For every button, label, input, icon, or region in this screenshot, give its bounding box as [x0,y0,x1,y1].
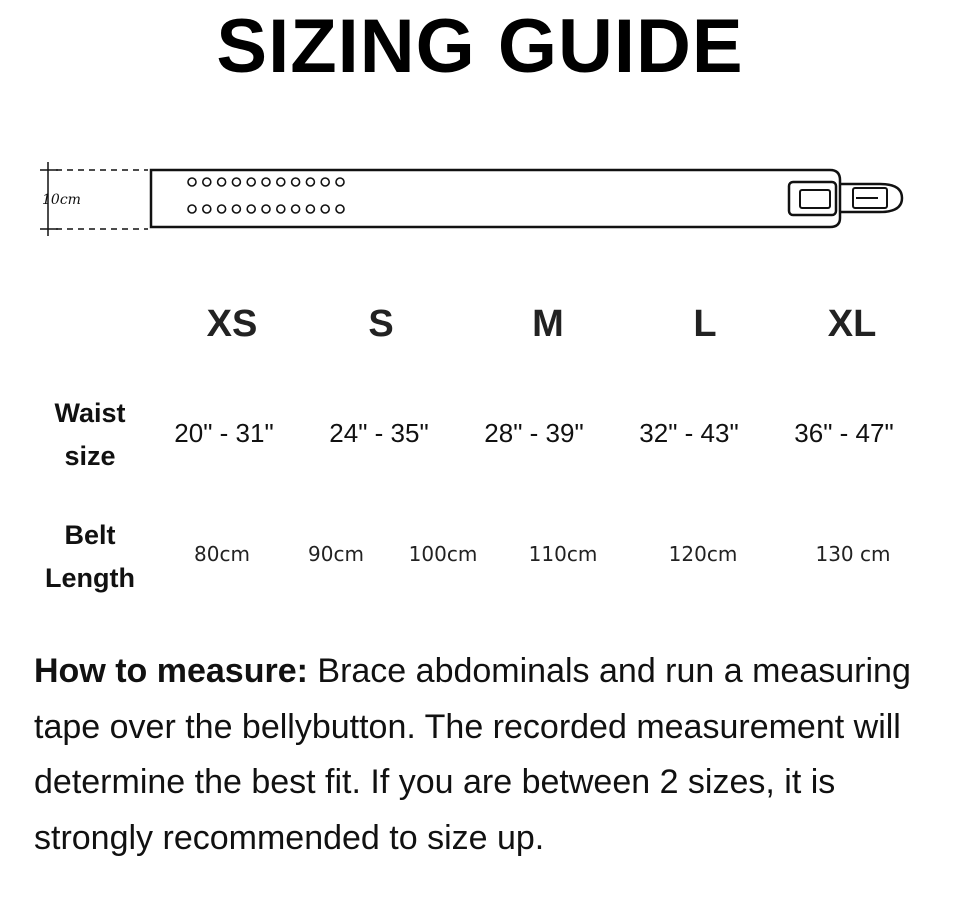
belt-hole [262,178,270,186]
belt-holes [188,178,344,213]
belt-hole [321,178,329,186]
belt-length-value: 130 cm [815,542,891,566]
belt-hole [277,205,285,213]
belt-hole [232,178,240,186]
belt-hole [336,178,344,186]
size-header-m: M [532,303,564,345]
belt-hole [203,178,211,186]
belt-hole [218,205,226,213]
size-header-xl: XL [827,303,877,345]
belt-length-value: 120cm [668,542,738,566]
belt-hole [336,205,344,213]
belt-hole [188,178,196,186]
page-title: SIZING GUIDE [216,4,744,89]
size-header-xs: XS [206,303,258,345]
belt-hole [292,205,300,213]
waist-value-xs: 20" - 31" [174,418,274,448]
belt-length-value: 80cm [194,542,250,566]
size-header-l: L [693,303,717,345]
waist-value-xl: 36" - 47" [794,418,894,448]
belt-width-label: 10cm [42,192,81,208]
belt-hole [232,205,240,213]
belt-length-value: 100cm [408,542,478,566]
belt-hole [321,205,329,213]
belt-hole [247,178,255,186]
waist-value-s: 24" - 35" [329,418,429,448]
belt-hole [277,178,285,186]
how-to-measure-paragraph [34,644,934,866]
belt-hole [306,178,314,186]
belt-hole [203,205,211,213]
waist-value-m: 28" - 39" [484,418,584,448]
size-header-s: S [368,303,394,345]
belt-hole [306,205,314,213]
belt-hole [262,205,270,213]
how-to-measure-text: Brace abdominals and run a measuring tape over the bellybutton. The recorded measurement will determine the best fit. If you are between 2 sizes, it is strongly recommended to size up. [34,652,911,857]
waist-size-label: Waist size [54,398,126,471]
belt-illustration [0,150,960,245]
belt-hole [218,178,226,186]
belt-length-value: 90cm [308,542,364,566]
how-to-measure-heading: How to measure: [34,652,308,690]
belt-length-value: 110cm [528,542,598,566]
belt-hole [188,205,196,213]
belt-hole [292,178,300,186]
belt-hole [247,205,255,213]
belt-length-label: Belt Length [45,520,135,593]
waist-value-l: 32" - 43" [639,418,739,448]
